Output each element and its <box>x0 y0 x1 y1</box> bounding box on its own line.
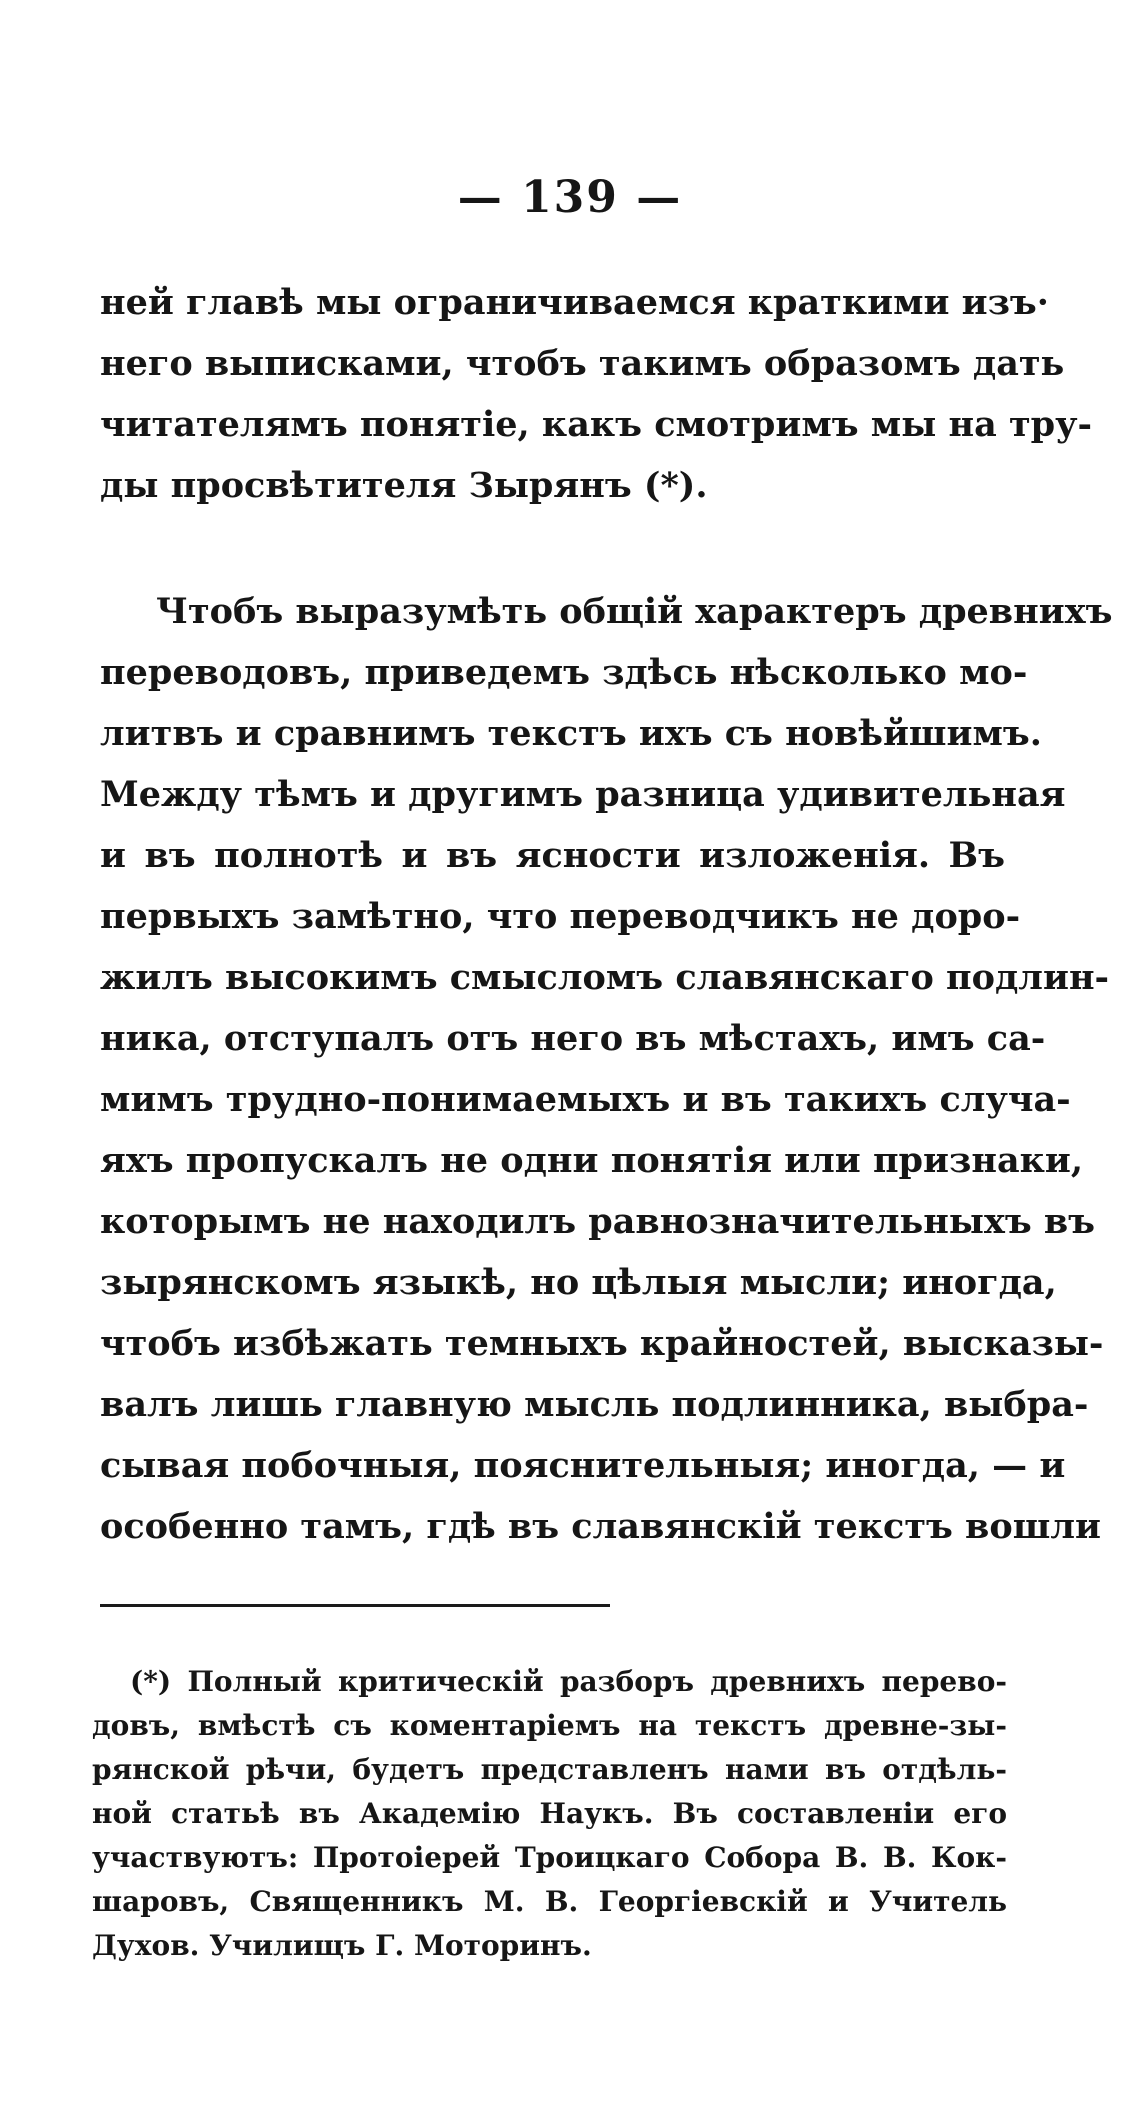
footnote-line: ной статьѣ въ Академію Наукъ. Въ составленіи его <box>92 1797 1007 1830</box>
text-line: и въ полнотѣ и въ ясности изложенія. Въ <box>100 835 1005 876</box>
paragraph-continuation <box>100 272 1093 516</box>
text-line: литвъ и сравнимъ текстъ ихъ съ новѣйшимъ. <box>100 713 1042 754</box>
text-line: мимъ трудно-понимаемыхъ и въ такихъ случа- <box>100 1079 1071 1120</box>
footnote-divider <box>100 1604 610 1607</box>
footnote-line: шаровъ, Священникъ М. В. Георгіевскій и Учитель <box>92 1885 1007 1918</box>
text-line: валъ лишь главную мысль подлинника, выбра- <box>100 1384 1089 1425</box>
text-line: яхъ пропускалъ не одни понятія или признаки, <box>100 1140 1084 1181</box>
footnote-line: участвуютъ: Протоіерей Троицкаго Собора В. В. Кок- <box>92 1841 1007 1874</box>
text-line: которымъ не находилъ равнозначительныхъ въ <box>100 1201 1096 1242</box>
text-line: ды просвѣтителя Зырянъ (*). <box>100 465 708 506</box>
footnote <box>92 1660 1007 1968</box>
text-line: особенно тамъ, гдѣ въ славянскій текстъ вошли <box>100 1506 1101 1547</box>
text-line: жилъ высокимъ смысломъ славянскаго подлин- <box>100 957 1110 998</box>
text-line: зырянскомъ языкѣ, но цѣлыя мысли; иногда, <box>100 1262 1057 1303</box>
text-line: первыхъ замѣтно, что переводчикъ не доро- <box>100 896 1021 937</box>
text-line: него выписками, чтобъ такимъ образомъ дать <box>100 343 1065 384</box>
text-line: Между тѣмъ и другимъ разница удивительная <box>100 774 1066 815</box>
footnote-line: рянской рѣчи, будетъ представленъ нами въ отдѣль- <box>92 1753 1007 1786</box>
footnote-line: (*) Полный критическій разборъ древнихъ перево- <box>130 1665 1007 1698</box>
text-line: читателямъ понятіе, какъ смотримъ мы на тру- <box>100 404 1093 445</box>
text-line: сывая побочныя, пояснительныя; иногда, — и <box>100 1445 1066 1486</box>
text-line: ника, отступалъ отъ него въ мѣстахъ, имъ са- <box>100 1018 1046 1059</box>
footnote-line: довъ, вмѣстѣ съ коментаріемъ на текстъ древне-зы- <box>92 1709 1007 1742</box>
paragraph-main <box>100 581 1113 1557</box>
text-line: чтобъ избѣжать темныхъ крайностей, высказы- <box>100 1323 1104 1364</box>
text-line: ней главѣ мы ограничиваемся краткими изъ· <box>100 282 1049 323</box>
text-line: Чтобъ выразумѣть общій характеръ древнихъ <box>156 591 1113 632</box>
page-number: — 139 — <box>457 172 683 223</box>
text-line: переводовъ, приведемъ здѣсь нѣсколько мо- <box>100 652 1028 693</box>
footnote-line: Духов. Училищъ Г. Моторинъ. <box>92 1929 592 1962</box>
